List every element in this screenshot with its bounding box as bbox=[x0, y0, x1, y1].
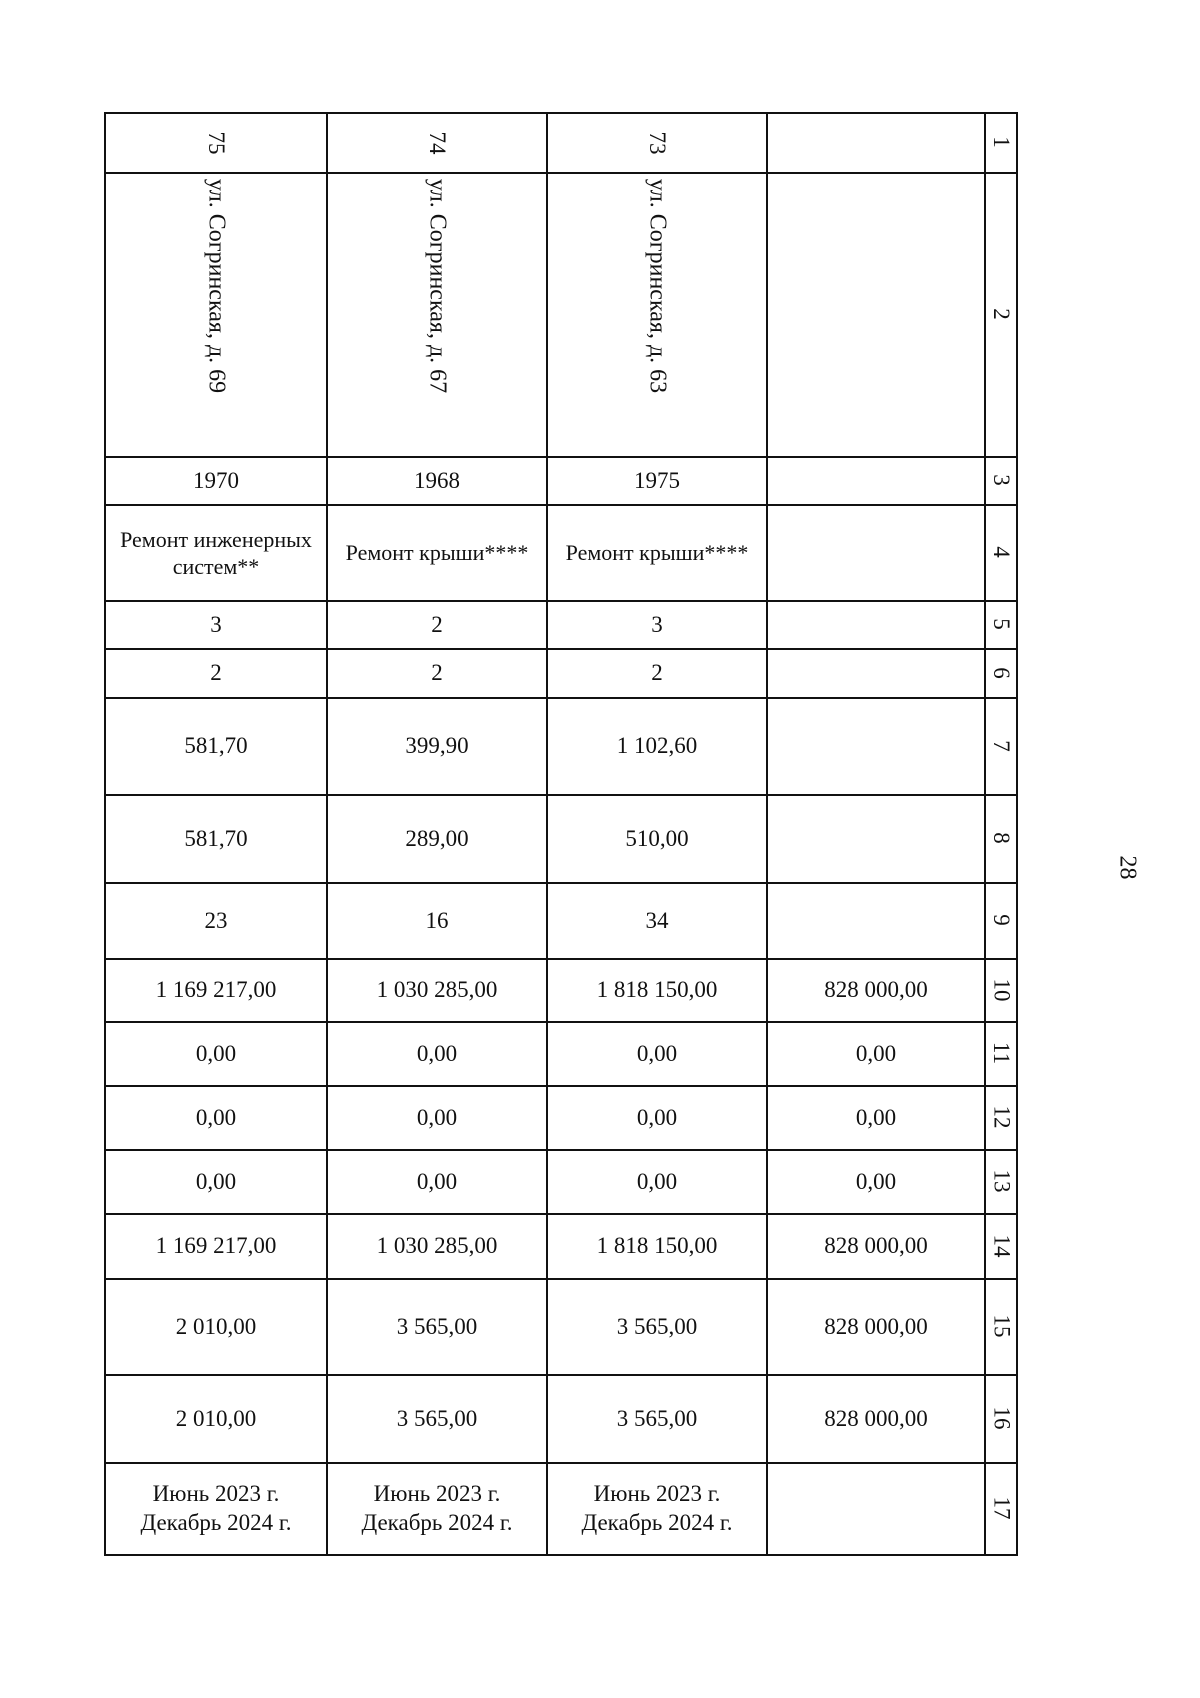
column-number-label bbox=[985, 1462, 1017, 1554]
value-cell-c6: 2 bbox=[210, 660, 222, 686]
value-cell-c5 bbox=[768, 602, 984, 648]
value-cell-c15: 3 565,00 bbox=[396, 1313, 478, 1339]
work-type-cell: Ремонт крыши**** bbox=[345, 540, 529, 566]
table-rule-h bbox=[104, 1554, 1018, 1556]
column-number-text: 12 bbox=[989, 1105, 1014, 1129]
value-cell-c8: 510,00 bbox=[625, 825, 689, 851]
value-cell-c12: 0,00 bbox=[636, 1104, 678, 1130]
value-cell-c10: 1 030 285,00 bbox=[376, 977, 498, 1003]
value-cell-c7: 1 102,60 bbox=[616, 733, 698, 759]
column-number-label bbox=[985, 1278, 1017, 1374]
period-cell bbox=[328, 1464, 546, 1554]
value-cell-c7 bbox=[768, 699, 984, 794]
period-cell bbox=[768, 1464, 984, 1554]
page-number bbox=[1112, 852, 1142, 882]
column-number-label bbox=[985, 1021, 1017, 1085]
value-cell-c10: 1 818 150,00 bbox=[596, 977, 718, 1003]
column-number-text: 1 bbox=[989, 136, 1014, 148]
work-type-cell: Ремонт инженерных систем** bbox=[120, 526, 312, 579]
column-number-text: 7 bbox=[989, 739, 1014, 752]
value-cell-c5: 3 bbox=[651, 611, 663, 637]
column-number-text: 5 bbox=[989, 618, 1014, 630]
value-cell-c14: 828 000,00 bbox=[824, 1233, 928, 1259]
value-cell-c16: 3 565,00 bbox=[616, 1405, 698, 1431]
year-cell: 1975 bbox=[634, 467, 680, 493]
column-number-label bbox=[985, 794, 1017, 882]
value-cell-c16: 828 000,00 bbox=[824, 1405, 928, 1431]
value-cell-c12: 0,00 bbox=[195, 1104, 237, 1130]
value-cell-c12: 0,00 bbox=[416, 1104, 458, 1130]
period-end: Декабрь 2024 г. bbox=[361, 1510, 513, 1535]
column-number-text: 6 bbox=[989, 666, 1014, 679]
value-cell-c6 bbox=[768, 650, 984, 697]
value-cell-c8: 581,70 bbox=[184, 825, 248, 851]
column-number-text: 13 bbox=[989, 1169, 1014, 1193]
value-cell-c12: 0,00 bbox=[855, 1104, 897, 1130]
column-number-text: 2 bbox=[989, 308, 1014, 320]
value-cell-c8 bbox=[768, 796, 984, 882]
column-number-label bbox=[985, 958, 1017, 1021]
column-number-text: 9 bbox=[989, 914, 1014, 926]
period-end: Декабрь 2024 г. bbox=[140, 1510, 292, 1535]
column-number-text: 8 bbox=[989, 832, 1014, 844]
value-cell-c15: 3 565,00 bbox=[616, 1313, 698, 1339]
column-number-label bbox=[985, 1374, 1017, 1462]
value-cell-c10: 828 000,00 bbox=[824, 977, 928, 1003]
value-cell-c13: 0,00 bbox=[636, 1168, 678, 1194]
value-cell-c11: 0,00 bbox=[416, 1040, 458, 1066]
value-cell-c7: 581,70 bbox=[184, 733, 248, 759]
value-cell-c13: 0,00 bbox=[195, 1168, 237, 1194]
column-number-text: 16 bbox=[989, 1406, 1014, 1430]
column-number-label bbox=[985, 882, 1017, 958]
value-cell-c9: 16 bbox=[425, 907, 449, 933]
table-rule-h bbox=[104, 112, 1018, 114]
work-type-cell bbox=[768, 506, 984, 600]
year-cell: 1968 bbox=[414, 467, 460, 493]
period-start: Июнь 2023 г. bbox=[373, 1481, 501, 1507]
period-start: Июнь 2023 г. bbox=[152, 1481, 280, 1507]
column-number-label bbox=[985, 112, 1017, 172]
period-cell bbox=[548, 1464, 766, 1554]
value-cell-c8: 289,00 bbox=[405, 825, 469, 851]
value-cell-c15: 828 000,00 bbox=[824, 1313, 928, 1339]
value-cell-c11: 0,00 bbox=[195, 1040, 237, 1066]
column-number-label bbox=[985, 1213, 1017, 1278]
value-cell-c6: 2 bbox=[431, 660, 443, 686]
column-number-label bbox=[985, 504, 1017, 600]
period-end: Декабрь 2024 г. bbox=[581, 1510, 733, 1535]
value-cell-c9: 34 bbox=[645, 907, 669, 933]
column-number-text: 17 bbox=[989, 1496, 1014, 1520]
page-number-text: 28 bbox=[1114, 855, 1141, 879]
value-cell-c11: 0,00 bbox=[636, 1040, 678, 1066]
column-number-text: 15 bbox=[989, 1314, 1014, 1338]
column-number-text: 11 bbox=[989, 1041, 1014, 1065]
value-cell-c5: 2 bbox=[431, 611, 443, 637]
value-cell-c10: 1 169 217,00 bbox=[155, 977, 277, 1003]
period-cell bbox=[106, 1464, 326, 1554]
year-cell: 1970 bbox=[193, 467, 239, 493]
value-cell-c16: 3 565,00 bbox=[396, 1405, 478, 1431]
address-cell: ул. Согринская, д. 69 bbox=[203, 178, 230, 394]
value-cell-c5: 3 bbox=[210, 611, 222, 637]
value-cell-c11: 0,00 bbox=[855, 1040, 897, 1066]
column-number-text: 3 bbox=[989, 474, 1014, 486]
value-cell-c14: 1 818 150,00 bbox=[596, 1233, 718, 1259]
value-cell-c16: 2 010,00 bbox=[175, 1405, 257, 1431]
year-cell bbox=[768, 458, 984, 504]
column-number-text: 10 bbox=[989, 978, 1014, 1001]
column-number-label bbox=[985, 1085, 1017, 1149]
column-number-label bbox=[985, 648, 1017, 697]
column-number-text: 4 bbox=[989, 546, 1014, 558]
work-type-cell: Ремонт крыши**** bbox=[565, 540, 749, 566]
value-cell-c9 bbox=[768, 884, 984, 958]
row-number: 75 bbox=[204, 131, 229, 155]
row-number: 74 bbox=[425, 131, 450, 155]
column-number-label bbox=[985, 1149, 1017, 1213]
address-cell: ул. Согринская, д. 67 bbox=[424, 178, 451, 394]
value-cell-c9: 23 bbox=[204, 907, 228, 933]
value-cell-c7: 399,90 bbox=[405, 733, 469, 759]
column-number-text: 14 bbox=[989, 1234, 1014, 1257]
column-number-label bbox=[985, 697, 1017, 794]
column-number-label bbox=[985, 172, 1017, 456]
value-cell-c14: 1 030 285,00 bbox=[376, 1233, 498, 1259]
column-number-label bbox=[985, 600, 1017, 648]
address-cell: ул. Согринская, д. 63 bbox=[644, 178, 671, 394]
value-cell-c13: 0,00 bbox=[855, 1168, 897, 1194]
value-cell-c14: 1 169 217,00 bbox=[155, 1233, 277, 1259]
row-number: 73 bbox=[645, 131, 670, 155]
period-start: Июнь 2023 г. bbox=[593, 1481, 721, 1507]
value-cell-c6: 2 bbox=[651, 660, 663, 686]
value-cell-c13: 0,00 bbox=[416, 1168, 458, 1194]
value-cell-c15: 2 010,00 bbox=[175, 1313, 257, 1339]
column-number-label bbox=[985, 456, 1017, 504]
table-rule-h bbox=[104, 172, 1018, 174]
